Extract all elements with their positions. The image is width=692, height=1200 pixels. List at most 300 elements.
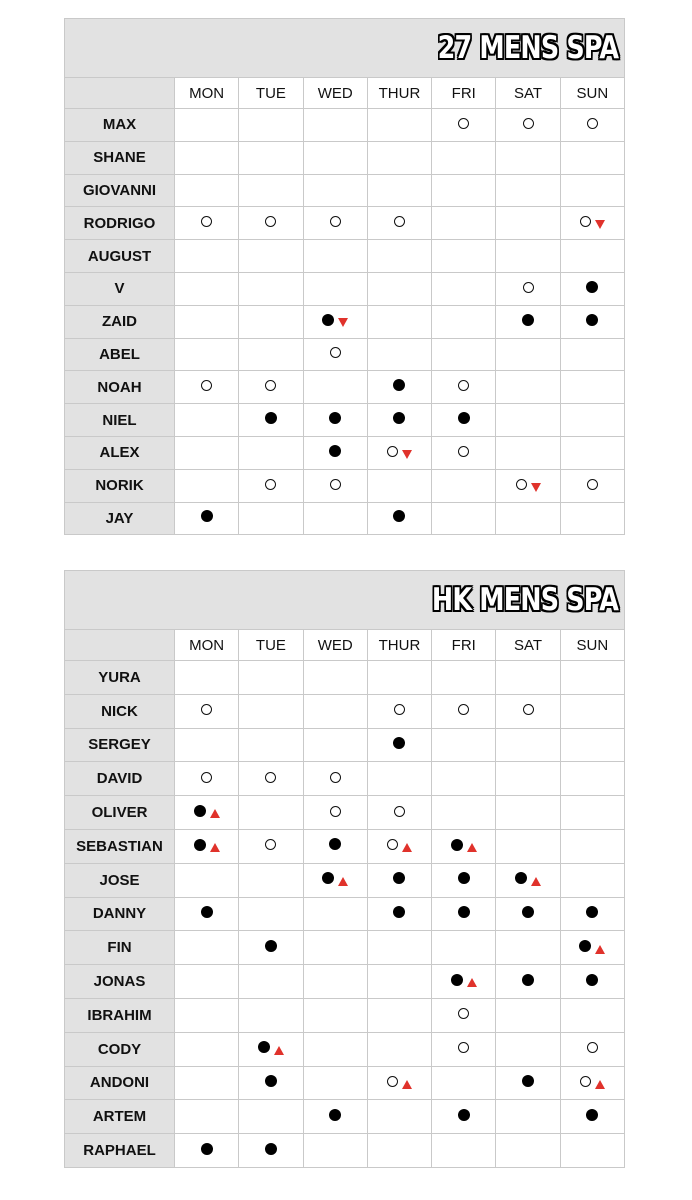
schedule-cell <box>560 998 624 1032</box>
availability-mark <box>458 446 469 457</box>
schedule-title-cell <box>65 571 625 630</box>
availability-mark <box>330 216 341 227</box>
availability-mark <box>265 1143 277 1155</box>
schedule-cell <box>496 436 560 469</box>
filled-circle-icon <box>329 1109 341 1121</box>
schedule-cell <box>239 207 303 240</box>
table-row <box>65 965 625 999</box>
filled-circle-icon <box>586 906 598 918</box>
schedule-cell <box>175 469 239 502</box>
schedule-cell <box>432 796 496 830</box>
filled-circle-icon <box>194 805 206 817</box>
schedule-cell <box>367 661 431 695</box>
availability-mark <box>393 379 405 391</box>
open-circle-icon <box>458 380 469 391</box>
availability-mark <box>586 906 598 918</box>
schedule-cell <box>303 436 367 469</box>
day-header: FRI <box>432 630 496 661</box>
staff-name: ARTEM <box>65 1100 175 1134</box>
availability-mark <box>522 974 534 986</box>
availability-mark <box>265 1075 277 1087</box>
red-up-triangle-icon <box>595 945 605 954</box>
filled-circle-icon <box>265 412 277 424</box>
schedule-cell <box>367 240 431 273</box>
schedule-cell <box>175 272 239 305</box>
schedule-cell <box>303 1066 367 1100</box>
availability-mark <box>393 872 405 884</box>
filled-circle-icon <box>265 1143 277 1155</box>
availability-mark <box>394 704 405 715</box>
schedule-cell <box>239 1066 303 1100</box>
filled-circle-icon <box>194 839 206 851</box>
availability-mark <box>516 477 541 492</box>
table-row <box>65 694 625 728</box>
schedule-cell <box>303 728 367 762</box>
schedule-cell <box>496 931 560 965</box>
table-row <box>65 1134 625 1168</box>
red-up-triangle-icon <box>467 978 477 987</box>
schedule-cell <box>239 469 303 502</box>
red-up-triangle-icon <box>274 1046 284 1055</box>
availability-mark <box>394 806 405 817</box>
staff-name: NIEL <box>65 404 175 437</box>
schedule-cell <box>175 998 239 1032</box>
open-circle-icon <box>201 772 212 783</box>
availability-mark <box>387 444 412 459</box>
schedule-cell <box>239 863 303 897</box>
schedule-cell <box>239 694 303 728</box>
schedule-cell <box>303 796 367 830</box>
schedule-cell <box>432 728 496 762</box>
table-row <box>65 931 625 965</box>
schedule-cell <box>303 998 367 1032</box>
schedule-cell <box>432 1032 496 1066</box>
schedule-cell <box>367 796 431 830</box>
filled-circle-icon <box>329 445 341 457</box>
schedule-cell <box>175 661 239 695</box>
open-circle-icon <box>265 479 276 490</box>
availability-mark <box>201 906 213 918</box>
table-row <box>65 998 625 1032</box>
schedule-cell <box>496 1032 560 1066</box>
schedule-cell <box>303 305 367 338</box>
availability-mark <box>522 906 534 918</box>
red-up-triangle-icon <box>531 877 541 886</box>
filled-circle-icon <box>522 1075 534 1087</box>
open-circle-icon <box>201 380 212 391</box>
availability-mark <box>201 216 212 227</box>
filled-circle-icon <box>393 510 405 522</box>
schedule-cell <box>239 240 303 273</box>
schedule-cell <box>303 174 367 207</box>
schedule-cell <box>239 338 303 371</box>
availability-mark <box>587 1042 598 1053</box>
schedule-cell <box>560 338 624 371</box>
schedule-cell <box>239 1134 303 1168</box>
availability-mark <box>451 972 477 987</box>
schedule-cell <box>560 436 624 469</box>
filled-circle-icon <box>258 1041 270 1053</box>
schedule-cell <box>367 502 431 535</box>
availability-mark <box>579 939 605 954</box>
staff-name: NORIK <box>65 469 175 502</box>
availability-mark <box>265 772 276 783</box>
availability-mark <box>580 214 605 229</box>
schedule-cell <box>432 371 496 404</box>
schedule-cell <box>367 207 431 240</box>
availability-mark <box>580 1074 605 1089</box>
availability-mark <box>523 118 534 129</box>
schedule-cell <box>496 897 560 931</box>
schedule-cell <box>367 338 431 371</box>
schedule-cell <box>367 371 431 404</box>
schedule-cell <box>303 1100 367 1134</box>
schedule-cell <box>175 1032 239 1066</box>
day-header: TUE <box>239 630 303 661</box>
filled-circle-icon <box>322 872 334 884</box>
filled-circle-icon <box>522 906 534 918</box>
filled-circle-icon <box>458 1109 470 1121</box>
schedule-cell <box>560 863 624 897</box>
filled-circle-icon <box>579 940 591 952</box>
availability-mark <box>458 412 470 424</box>
schedule-cell <box>496 404 560 437</box>
staff-name: DAVID <box>65 762 175 796</box>
day-header: THUR <box>367 630 431 661</box>
availability-mark <box>586 1109 598 1121</box>
schedule-cell <box>175 371 239 404</box>
schedule-cell <box>496 1100 560 1134</box>
filled-circle-icon <box>586 1109 598 1121</box>
schedule-cell <box>367 305 431 338</box>
schedule-cell <box>496 1134 560 1168</box>
schedule-cell <box>496 762 560 796</box>
open-circle-icon <box>580 216 591 227</box>
schedule-cell <box>303 272 367 305</box>
availability-mark <box>387 1074 412 1089</box>
table-row <box>65 207 625 240</box>
schedule-cell <box>432 829 496 863</box>
day-header: WED <box>303 630 367 661</box>
schedule-cell <box>560 829 624 863</box>
schedule-cell <box>367 141 431 174</box>
staff-name: ANDONI <box>65 1066 175 1100</box>
schedule-cell <box>560 404 624 437</box>
open-circle-icon <box>265 216 276 227</box>
schedule-cell <box>303 762 367 796</box>
schedule-cell <box>303 694 367 728</box>
corner-cell <box>65 630 175 661</box>
schedule-hk-mens-spa <box>64 570 625 1168</box>
availability-mark <box>586 974 598 986</box>
schedule-cell <box>496 371 560 404</box>
schedule-cell <box>367 728 431 762</box>
schedule-cell <box>496 305 560 338</box>
schedule-cell <box>239 436 303 469</box>
availability-mark <box>194 803 220 818</box>
open-circle-icon <box>458 1008 469 1019</box>
schedule-cell <box>367 272 431 305</box>
schedule-cell <box>303 404 367 437</box>
schedule-cell <box>367 1134 431 1168</box>
day-header: TUE <box>239 78 303 109</box>
schedule-cell <box>303 141 367 174</box>
filled-circle-icon <box>329 838 341 850</box>
schedule-cell <box>239 141 303 174</box>
staff-name: DANNY <box>65 897 175 931</box>
schedule-cell <box>239 897 303 931</box>
schedule-cell <box>560 1032 624 1066</box>
day-header: SUN <box>560 78 624 109</box>
schedule-cell <box>496 502 560 535</box>
staff-name: NICK <box>65 694 175 728</box>
schedule-cell <box>367 404 431 437</box>
schedule-cell <box>367 998 431 1032</box>
schedule-cell <box>432 207 496 240</box>
staff-name: JOSE <box>65 863 175 897</box>
schedule-cell <box>560 931 624 965</box>
availability-mark <box>458 1008 469 1019</box>
schedule-cell <box>432 1100 496 1134</box>
schedule-cell <box>560 965 624 999</box>
schedule-cell <box>496 796 560 830</box>
table-row <box>65 371 625 404</box>
schedule-cell <box>303 897 367 931</box>
filled-circle-icon <box>586 281 598 293</box>
staff-name: NOAH <box>65 371 175 404</box>
red-up-triangle-icon <box>595 1080 605 1089</box>
open-circle-icon <box>265 772 276 783</box>
schedule-cell <box>239 931 303 965</box>
schedule-cell <box>560 174 624 207</box>
schedule-cell <box>367 897 431 931</box>
schedule-cell <box>367 469 431 502</box>
open-circle-icon <box>394 704 405 715</box>
schedule-cell <box>303 829 367 863</box>
red-down-triangle-icon <box>402 450 412 459</box>
table-row <box>65 272 625 305</box>
schedule-cell <box>239 796 303 830</box>
availability-mark <box>322 871 348 886</box>
schedule-cell <box>175 728 239 762</box>
open-circle-icon <box>458 446 469 457</box>
schedule-cell <box>367 965 431 999</box>
schedule-cell <box>432 931 496 965</box>
open-circle-icon <box>516 479 527 490</box>
availability-mark <box>458 704 469 715</box>
schedule-cell <box>175 404 239 437</box>
availability-mark <box>201 510 213 522</box>
schedule-cell <box>175 863 239 897</box>
staff-name: YURA <box>65 661 175 695</box>
availability-mark <box>587 479 598 490</box>
table-row <box>65 728 625 762</box>
open-circle-icon <box>201 216 212 227</box>
availability-mark <box>522 314 534 326</box>
schedule-cell <box>175 436 239 469</box>
filled-circle-icon <box>393 872 405 884</box>
schedule-cell <box>432 141 496 174</box>
open-circle-icon <box>580 1076 591 1087</box>
schedule-cell <box>496 829 560 863</box>
schedule-cell <box>239 829 303 863</box>
schedule-cell <box>432 338 496 371</box>
schedule-cell <box>239 371 303 404</box>
schedule-cell <box>496 998 560 1032</box>
schedule-cell <box>303 863 367 897</box>
schedule-cell <box>560 897 624 931</box>
staff-name: MAX <box>65 109 175 142</box>
schedule-cell <box>303 240 367 273</box>
open-circle-icon <box>265 839 276 850</box>
open-circle-icon <box>458 1042 469 1053</box>
schedule-cell <box>496 863 560 897</box>
open-circle-icon <box>394 216 405 227</box>
schedule-cell <box>560 661 624 695</box>
schedule-cell <box>367 762 431 796</box>
corner-cell <box>65 78 175 109</box>
open-circle-icon <box>523 118 534 129</box>
table-row <box>65 1100 625 1134</box>
table-row <box>65 1032 625 1066</box>
table-row <box>65 502 625 535</box>
filled-circle-icon <box>265 1075 277 1087</box>
availability-mark <box>458 1109 470 1121</box>
schedule-cell <box>303 661 367 695</box>
availability-mark <box>458 872 470 884</box>
schedule-cell <box>367 109 431 142</box>
schedule-cell <box>432 863 496 897</box>
availability-mark <box>523 704 534 715</box>
schedule-cell <box>560 1066 624 1100</box>
schedule-cell <box>367 174 431 207</box>
availability-mark <box>393 737 405 749</box>
open-circle-icon <box>387 839 398 850</box>
schedule-cell <box>303 338 367 371</box>
day-header: MON <box>175 78 239 109</box>
availability-mark <box>329 445 341 457</box>
filled-circle-icon <box>322 314 334 326</box>
schedule-cell <box>432 897 496 931</box>
staff-name: CODY <box>65 1032 175 1066</box>
schedule-cell <box>239 305 303 338</box>
schedule-cell <box>496 174 560 207</box>
availability-mark <box>194 837 220 852</box>
availability-mark <box>201 1143 213 1155</box>
filled-circle-icon <box>393 412 405 424</box>
schedule-cell <box>175 1100 239 1134</box>
schedule-cell <box>496 965 560 999</box>
staff-name: GIOVANNI <box>65 174 175 207</box>
schedule-cell <box>432 272 496 305</box>
staff-name: ABEL <box>65 338 175 371</box>
open-circle-icon <box>587 118 598 129</box>
schedule-cell <box>175 762 239 796</box>
availability-mark <box>458 1042 469 1053</box>
schedule-cell <box>303 109 367 142</box>
open-circle-icon <box>458 118 469 129</box>
schedule-cell <box>175 109 239 142</box>
schedule-cell <box>432 661 496 695</box>
filled-circle-icon <box>201 906 213 918</box>
schedule-cell <box>239 1100 303 1134</box>
availability-mark <box>394 216 405 227</box>
availability-mark <box>586 314 598 326</box>
open-circle-icon <box>523 282 534 293</box>
open-circle-icon <box>330 479 341 490</box>
schedule-cell <box>239 965 303 999</box>
staff-name: FIN <box>65 931 175 965</box>
schedule-cell <box>175 897 239 931</box>
day-header: WED <box>303 78 367 109</box>
staff-name: RODRIGO <box>65 207 175 240</box>
schedule-27-mens-spa <box>64 18 625 535</box>
availability-mark <box>329 412 341 424</box>
filled-circle-icon <box>201 510 213 522</box>
day-header: SAT <box>496 630 560 661</box>
staff-name: SHANE <box>65 141 175 174</box>
schedule-cell <box>432 502 496 535</box>
red-down-triangle-icon <box>531 483 541 492</box>
table-row <box>65 174 625 207</box>
filled-circle-icon <box>515 872 527 884</box>
schedule-cell <box>496 240 560 273</box>
schedule-cell <box>175 931 239 965</box>
schedule-cell <box>239 272 303 305</box>
schedule-cell <box>239 404 303 437</box>
staff-name: OLIVER <box>65 796 175 830</box>
schedule-cell <box>496 728 560 762</box>
open-circle-icon <box>587 1042 598 1053</box>
schedule-cell <box>496 141 560 174</box>
availability-mark <box>322 312 348 327</box>
availability-mark <box>265 940 277 952</box>
schedule-cell <box>175 240 239 273</box>
filled-circle-icon <box>393 379 405 391</box>
schedule-cell <box>239 174 303 207</box>
day-header: FRI <box>432 78 496 109</box>
table-row <box>65 109 625 142</box>
schedule-cell <box>303 965 367 999</box>
availability-mark <box>258 1040 284 1055</box>
filled-circle-icon <box>586 314 598 326</box>
filled-circle-icon <box>329 412 341 424</box>
filled-circle-icon <box>522 314 534 326</box>
availability-mark <box>587 118 598 129</box>
filled-circle-icon <box>458 906 470 918</box>
availability-mark <box>265 216 276 227</box>
availability-mark <box>522 1075 534 1087</box>
schedule-cell <box>175 965 239 999</box>
schedule-cell <box>303 1032 367 1066</box>
filled-circle-icon <box>201 1143 213 1155</box>
availability-mark <box>515 871 541 886</box>
availability-mark <box>451 837 477 852</box>
schedule-cell <box>496 661 560 695</box>
schedule-cell <box>560 728 624 762</box>
schedule-cell <box>367 1032 431 1066</box>
filled-circle-icon <box>522 974 534 986</box>
table-row <box>65 762 625 796</box>
schedule-cell <box>303 931 367 965</box>
red-up-triangle-icon <box>210 809 220 818</box>
staff-name: RAPHAEL <box>65 1134 175 1168</box>
open-circle-icon <box>387 1076 398 1087</box>
schedule-cell <box>560 109 624 142</box>
table-row <box>65 796 625 830</box>
table-row <box>65 661 625 695</box>
availability-mark <box>201 704 212 715</box>
